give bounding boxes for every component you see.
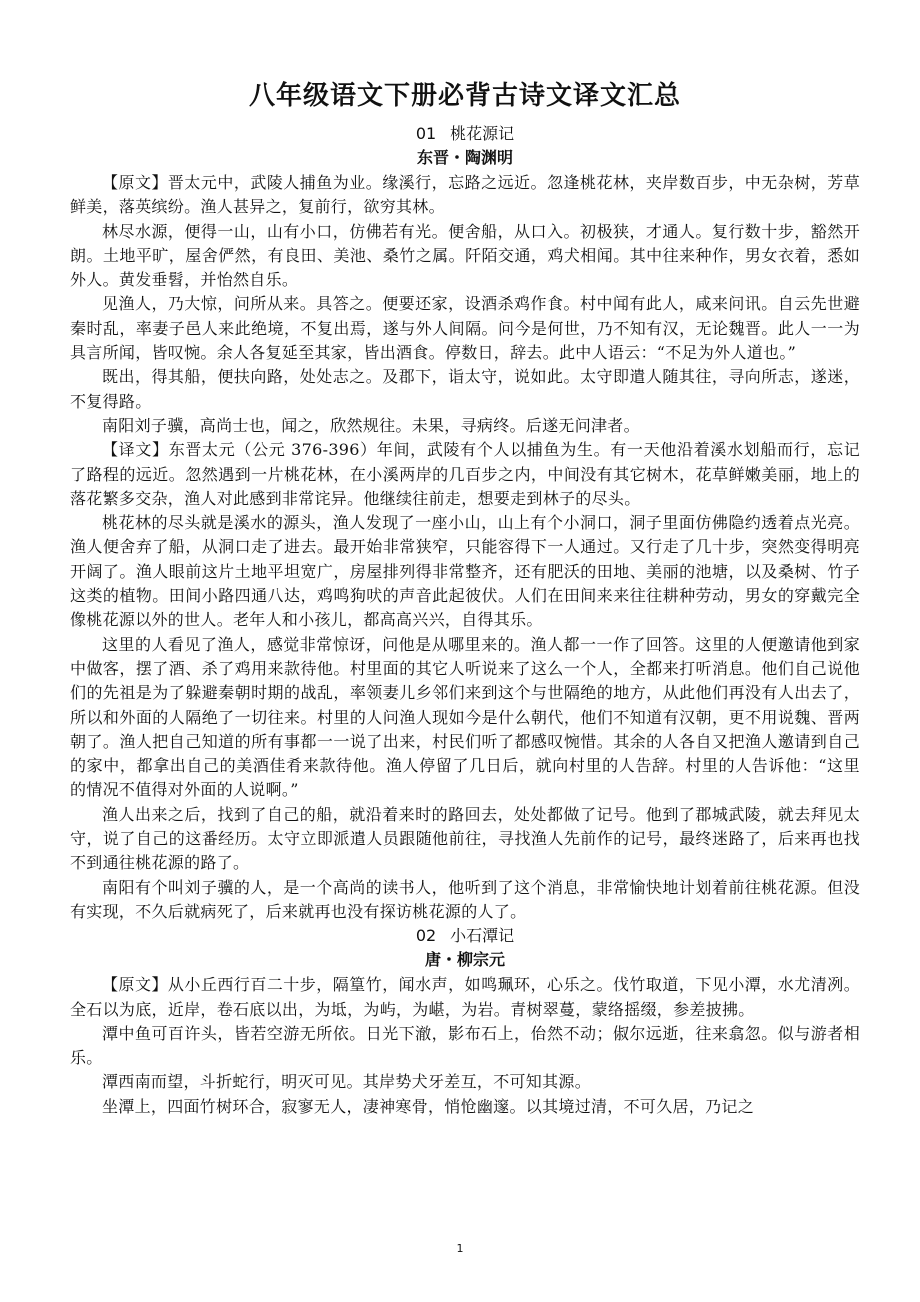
paragraph-translation: 【译文】东晋太元（公元 376-396）年间，武陵有个人以捕鱼为生。有一天他沿着溪水划船而行，忘记了路程的远近。忽然遇到一片桃花林，在小溪两岸的几百步之内，中间没有其它树木，花草鲜嫩美丽，地上的落花繁多交杂，渔人对此感到非常诧异。他继续往前走，想要走到林子的尽头。 — [70, 440, 860, 508]
section-heading — [70, 924, 860, 948]
paragraph-translation: 南阳有个叫刘子骥的人，是一个高尚的读书人，他听到了这个消息，非常愉快地计划着前往桃花源。但没有实现，不久后就病死了，后来就再也没有探访桃花源的人了。 — [70, 877, 860, 921]
paragraph-original: 南阳刘子骥，高尚士也，闻之，欣然规往。未果，寻病终。后遂无问津者。 — [102, 415, 640, 435]
section-heading — [70, 122, 860, 146]
section-author: 东晋・陶渊明 — [416, 148, 513, 167]
paragraph-original: 见渔人，乃大惊，问所从来。具答之。便要还家，设酒杀鸡作食。村中闻有此人，咸来问讯。自云先世避秦时乱，率妻子邑人来此绝境，不复出焉，遂与外人间隔。问今是何世，乃不知有汉，无论魏晋。此人一一为具言所闻，皆叹惋。余人各复延至其家，皆出酒食。停数日，辞去。此中人语云：“不足为外人道也。” — [70, 294, 860, 363]
paragraph-translation: 桃花林的尽头就是溪水的源头，渔人发现了一座小山，山上有个小洞口，洞子里面仿佛隐约透着点光亮。渔人便舍弃了船，从洞口走了进去。最开始非常狭窄，只能容得下一人通过。又行走了几十步，突然变得明亮开阔了。渔人眼前这片土地平坦宽广，房屋排列得非常整齐，还有肥沃的田地、美丽的池塘，以及桑树、竹子这类的植物。田间小路四通八达，鸡鸣狗吠的声音此起彼伏。人们在田间来来往往耕种劳动，男女的穿戴完全像桃花源以外的世人。老年人和小孩儿，都高高兴兴，自得其乐。 — [70, 513, 860, 630]
section-number: 02 — [415, 926, 437, 946]
paragraph-translation: 这里的人看见了渔人，感觉非常惊讶，问他是从哪里来的。渔人都一一作了回答。这里的人便邀请他到家中做客，摆了酒、杀了鸡用来款待他。村里面的其它人听说来了这么一个人，全都来打听消息。他们自己说他们的先祖是为了躲避秦朝时期的战乱，率领妻儿乡邻们来到这个与世隔绝的地方，从此他们再没有人出去了，所以和外面的人隔绝了一切往来。村里的人问渔人现如今是什么朝代，他们不知道有汉朝，更不用说魏、晋两朝了。渔人把自己知道的所有事都一一说了出来，村民们听了都感叹惋惜。其余的人各自又把渔人邀请到自己的家中，都拿出自己的美酒佳肴来款待他。渔人停留了几日后，就向村里的人告辞。村里的人告诉他：“这里的情况不值得对外面的人说啊。” — [70, 634, 860, 800]
paragraph-original: 坐潭上，四面竹树环合，寂寥无人，凄神寒骨，悄怆幽邃。以其境过清，不可久居，乃记之 — [102, 1096, 755, 1116]
paragraph-original: 既出，得其船，便扶向路，处处志之。及郡下，诣太守，说如此。太守即遣人随其往，寻向所志，遂迷，不复得路。 — [70, 367, 860, 411]
paragraph-original: 潭西南而望，斗折蛇行，明灭可见。其岸势犬牙差互，不可知其源。 — [102, 1072, 592, 1092]
section-title: 小石潭记 — [450, 926, 515, 946]
section-title: 桃花源记 — [450, 124, 515, 143]
paragraph-original: 潭中鱼可百许头，皆若空游无所依。日光下澈，影布石上，佁然不动；俶尔远逝，往来翕忽。似与游者相乐。 — [70, 1023, 860, 1068]
page-number: 1 — [456, 1242, 464, 1255]
section-author: 唐・柳宗元 — [424, 950, 505, 970]
document-title: 八年级语文下册必背古诗文译文汇总 — [248, 81, 681, 111]
section-number: 01 — [415, 124, 437, 143]
paragraph-original: 【原文】晋太元中，武陵人捕鱼为业。缘溪行，忘路之远近。忽逢桃花林，夹岸数百步，中无杂树，芳草鲜美，落英缤纷。渔人甚异之，复前行，欲穷其林。 — [70, 173, 860, 217]
paragraph-original: 林尽水源，便得一山，山有小口，仿佛若有光。便舍船，从口入。初极狭，才通人。复行数十步，豁然开朗。土地平旷，屋舍俨然，有良田、美池、桑竹之属。阡陌交通，鸡犬相闻。其中往来种作，男女衣着，悉如外人。黄发垂髫，并怡然自乐。 — [70, 221, 860, 290]
document-body — [70, 78, 860, 1119]
paragraph-translation: 渔人出来之后，找到了自己的船，就沿着来时的路回去，处处都做了记号。他到了郡城武陵，就去拜见太守，说了自己的这番经历。太守立即派遣人员跟随他前往，寻找渔人先前作的记号，最终迷路了，后来再也找不到通往桃花源的路了。 — [70, 804, 860, 873]
section-taohuayuanji — [70, 122, 860, 924]
paragraph-original: 【原文】从小丘西行百二十步，隔篁竹，闻水声，如鸣珮环，心乐之。伐竹取道，下见小潭，水尤清冽。全石以为底，近岸，卷石底以出，为坻，为屿，为嵁，为岩。青树翠蔓，蒙络摇缀，参差披拂。 — [70, 975, 860, 1019]
section-xiaoshitanji — [70, 924, 860, 1119]
